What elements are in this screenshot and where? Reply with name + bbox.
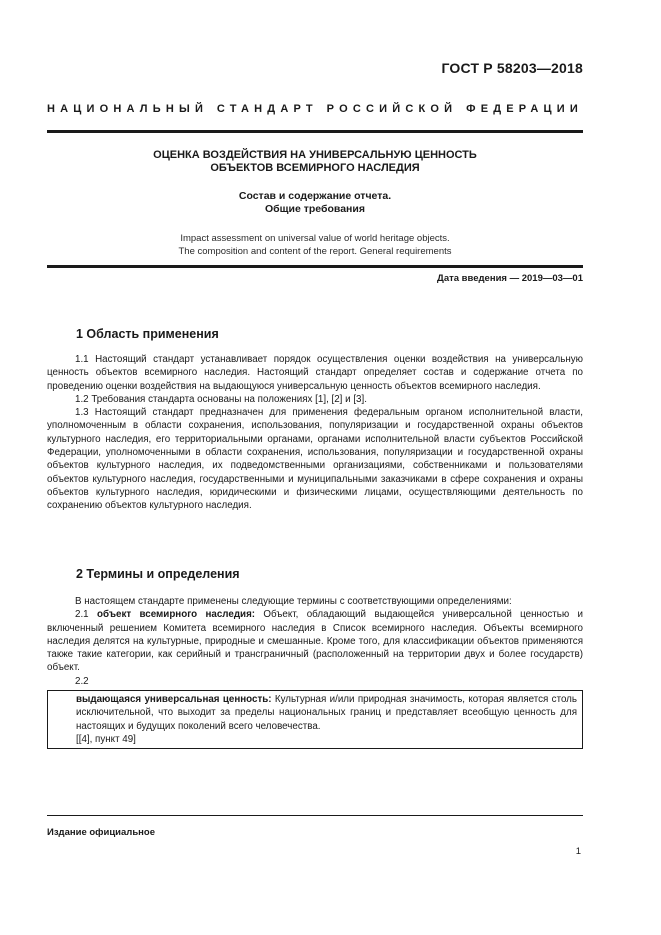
official-edition-label: Издание официальное	[47, 827, 155, 838]
english-title-line: The composition and content of the report. General requirements	[178, 246, 452, 257]
banner-word: СТАНДАРТ	[216, 103, 318, 115]
term-2-1	[47, 608, 583, 674]
term-name: объект всемирного наследия:	[96, 609, 256, 621]
subtitle-line: Состав и содержание отчета.	[238, 190, 392, 202]
term-reference: [[4], пункт 49]	[76, 733, 136, 745]
subtitle-line: Общие требования	[265, 203, 365, 215]
title-divider	[47, 265, 583, 268]
footer-divider	[47, 815, 583, 816]
term-number: 2.1	[75, 609, 89, 621]
document-subtitle-ru	[47, 190, 583, 216]
term-name: выдающаяся универсальная ценность:	[76, 694, 272, 705]
term-2-2-number: 2.2	[75, 675, 89, 687]
term-definition: Культурная и/или природная значимость, которая является столь исключительной, что выходит за пределы национальных границ и представляет всеобщую ценность для настоящих и будущих поколений всего человечества.	[76, 694, 577, 732]
paragraph: 1.1 Настоящий стандарт устанавливает порядок осуществления оценки воздействия на универсальную ценность объектов всемирного наследия. Настоящий стандарт определяет состав и содержание отчета по проведению оценки воздействия на выдающуюся универсальную ценность объектов всемирного наследия.	[47, 354, 583, 392]
section-2-body	[47, 595, 583, 688]
national-standard-banner	[47, 103, 583, 115]
section-1-heading: 1 Область применения	[76, 327, 219, 341]
paragraph: В настоящем стандарте применены следующие термины с соответствующими определениями:	[75, 596, 512, 607]
document-title-en	[47, 232, 583, 258]
term-definition: Объект, обладающий выдающейся универсальной ценностью и включенный решением Комитета всемирного наследия в Список всемирного наследия. Объекты всемирного наследия делятся на культурные, природные и смешанные. Кроме того, для классификации объектов применяются также такие категории, как серийный и трансграничный (расположенный на территории двух и более государств) объект.	[47, 609, 584, 674]
english-title-line: Impact assessment on universal value of world heritage objects.	[180, 233, 450, 244]
banner-word: РОССИЙСКОЙ	[326, 103, 458, 115]
introduction-date: Дата введения — 2019—03—01	[437, 273, 583, 284]
title-line: ОБЪЕКТОВ ВСЕМИРНОГО НАСЛЕДИЯ	[210, 162, 420, 174]
title-line: ОЦЕНКА ВОЗДЕЙСТВИЯ НА УНИВЕРСАЛЬНУЮ ЦЕННОСТЬ	[153, 149, 477, 161]
term-2-2-box	[47, 690, 583, 749]
page-number: 1	[575, 846, 581, 857]
banner-word: НАЦИОНАЛЬНЫЙ	[47, 103, 209, 115]
term-2-2	[76, 693, 577, 733]
paragraph: 1.3 Настоящий стандарт предназначен для применения федеральным органом исполнительной власти, уполномоченным в области сохранения, использования, популяризации и государственной охраны объектов культурного наследия, его территориальными органами, органами исполнительной власти субъектов Российской Федерации, уполномоченными в области сохранения, использования, популяризации и государственной охраны объектов культурного наследия, их подведомственными организациями, собственниками и пользователями объектов культурного наследия, государственными и муниципальными заказчиками в сфере сохранения и охраны объектов культурного наследия, юридическими и физическими лицами, осуществляющими деятельность по сохранению объектов культурного наследия.	[47, 407, 583, 512]
banner-word: ФЕДЕРАЦИИ	[466, 103, 583, 115]
header-divider	[47, 130, 583, 133]
paragraph: 1.2 Требования стандарта основаны на положениях [1], [2] и [3].	[75, 393, 367, 405]
section-2-heading: 2 Термины и определения	[76, 567, 240, 581]
document-title-ru	[47, 149, 583, 175]
section-1-body	[47, 353, 583, 513]
gost-code: ГОСТ Р 58203—2018	[441, 60, 583, 76]
